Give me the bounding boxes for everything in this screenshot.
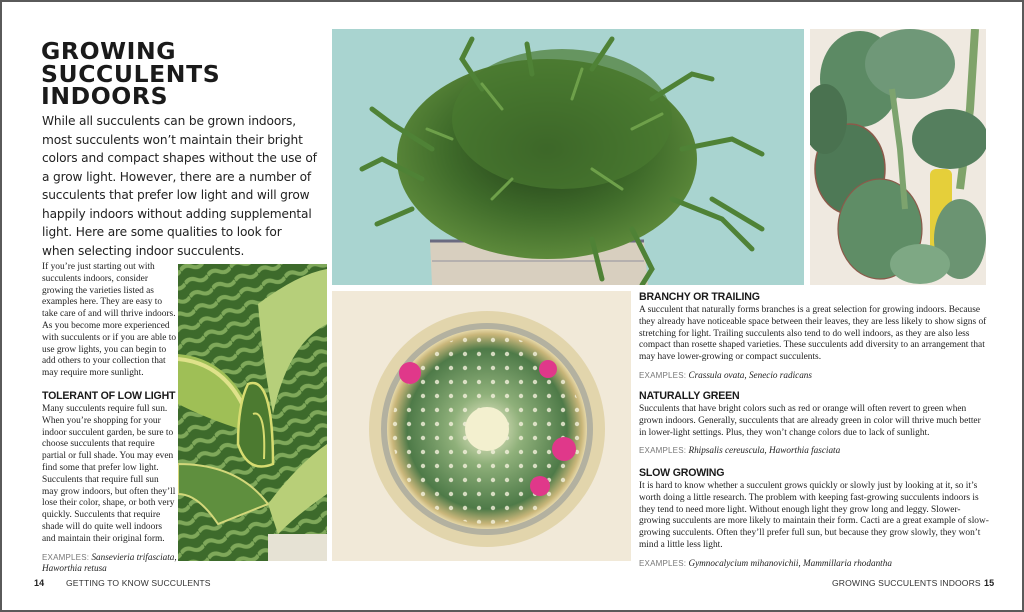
section-heading: NATURALLY GREEN xyxy=(639,390,740,402)
examples-label: EXAMPLES: xyxy=(639,558,687,568)
running-head-left: GETTING TO KNOW SUCCULENTS xyxy=(66,578,211,588)
section-slow-growing xyxy=(639,467,989,570)
examples-names: Sansevieria trifasciata, Haworthia retusa xyxy=(42,551,177,574)
photo-jade xyxy=(810,29,986,285)
section-body: It is hard to know whether a succulent grows quickly or slowly just by looking at it, so it’s worth doing a little research. The problem with keeping fast-growing succulents indoors is they tend to need more light. Without enough light they grow long and leggy. Slower-growing succulents are more likely to maintain their form. Cacti are a great example of slow-growing succulents. Often they’ll prefer full sun, but because they grow slowly, they won’t mind a little less light. xyxy=(639,481,989,550)
section-examples xyxy=(639,445,989,457)
examples-names: Rhipsalis cereuscula, Haworthia fasciata xyxy=(688,445,841,456)
photo-rhipsalis xyxy=(332,29,804,285)
section-branchy-trailing xyxy=(639,291,989,382)
page-number-right: 15 xyxy=(984,578,995,588)
section-naturally-green xyxy=(639,390,989,457)
section-tolerant-low-light xyxy=(42,390,177,575)
examples-label: EXAMPLES: xyxy=(639,446,687,456)
intro-paragraph: While all succulents can be grown indoors, most succulents won’t maintain their bright colors and compact shapes without the use of a grow light. However, there are a number of succulents that prefer low light and will grow happily indoors without adding supplemental light. Here are some qualities to look for when selecting indoor succulents. xyxy=(42,114,317,258)
section-examples xyxy=(639,370,989,382)
examples-names: Gymnocalycium mihanovichii, Mammillaria rhodantha xyxy=(688,557,892,568)
page-title xyxy=(41,37,321,110)
section-heading: TOLERANT OF LOW LIGHT xyxy=(42,390,176,402)
section-body: Many succulents require full sun. When you’re shopping for your indoor succulent garden, be sure to choose succulents that require partial or full shade. You may even find some that prefer low light. Succulents that require full sun may grow indoors, but often they’ll lose their color, shape, or both very quickly. Succulents that require shade will do quite well indoors and maintain their original form. xyxy=(42,404,176,544)
title-line: INDOORS xyxy=(41,82,169,110)
sidebar-paragraph: If you’re just starting out with succulents indoors, consider growing the varieties listed as examples here. They are easy to take care of and will thrive indoors. As you become more experienced with succulents or if you are able to use grow lights, you can begin to add others to your collection that may require more sunlight. xyxy=(42,262,177,379)
sansevieria-illustration xyxy=(178,264,327,561)
title-line: GROWING xyxy=(41,37,177,65)
running-head-right: GROWING SUCCULENTS INDOORS xyxy=(832,578,981,588)
section-body: Succulents that have bright colors such as red or orange will often revert to green when grown indoors. Generally, succulents that are already green in color will thrive much better in lower-light settings. Plus, they won’t change colors due to lack of sunlight. xyxy=(639,404,981,438)
examples-names: Crassula ovata, Senecio radicans xyxy=(688,369,812,380)
photo-cactus xyxy=(332,291,631,561)
footer-right xyxy=(984,578,994,588)
photo-sansevieria xyxy=(178,264,327,561)
section-body: A succulent that naturally forms branches is a great selection for growing indoors. Because they already have noticeable space between their leaves, they are less likely to show signs of stretching for light. Trailing succulents also tend to do well indoors, as they are also less compact than rosette shaped varieties. These succulents add diversity to an arrangement that may have lower-growing or compact succulents. xyxy=(639,305,987,363)
section-examples xyxy=(42,552,177,576)
cactus-illustration xyxy=(332,291,631,561)
section-examples xyxy=(639,558,989,570)
section-heading: SLOW GROWING xyxy=(639,467,725,479)
examples-label: EXAMPLES: xyxy=(639,370,687,380)
examples-label: EXAMPLES: xyxy=(42,552,90,562)
jade-illustration xyxy=(810,29,986,285)
footer-left xyxy=(34,578,44,588)
rhipsalis-illustration xyxy=(332,29,804,285)
page-number-left: 14 xyxy=(34,578,45,588)
title-line: SUCCULENTS xyxy=(41,59,221,88)
section-heading: BRANCHY OR TRAILING xyxy=(639,291,760,303)
